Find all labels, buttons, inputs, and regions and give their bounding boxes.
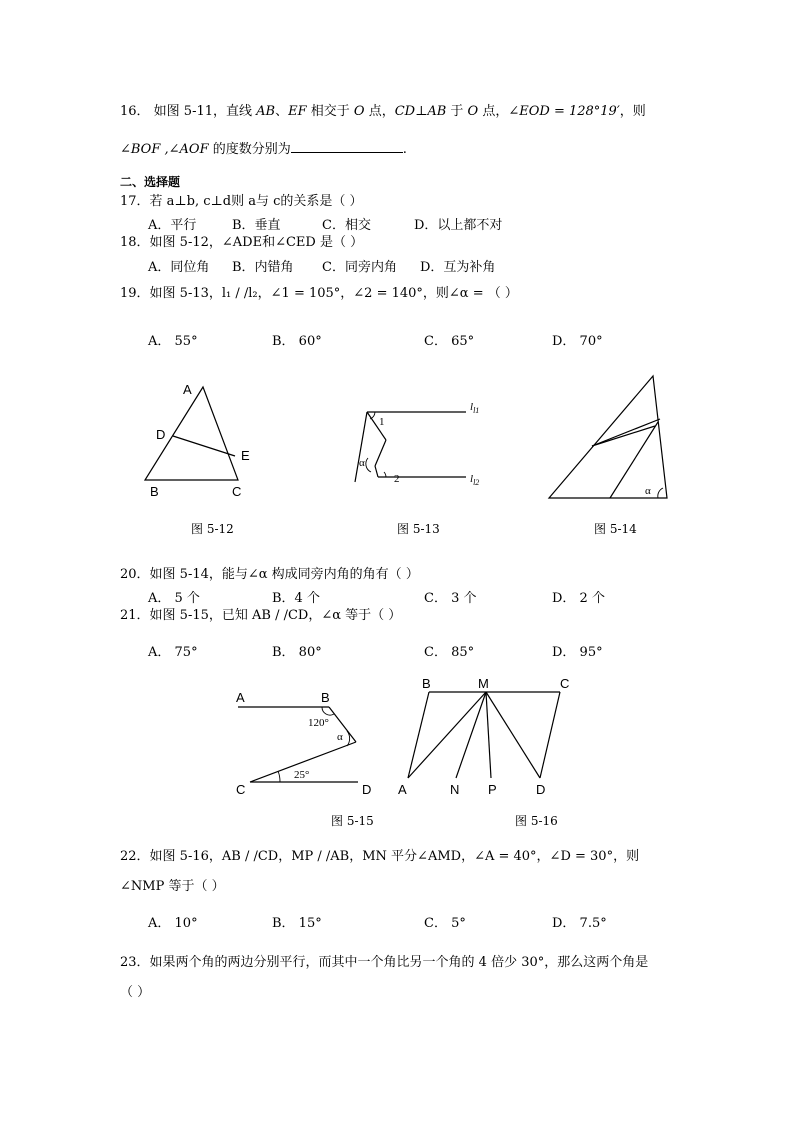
label-b: B [422, 676, 431, 691]
label-angle-alpha: α [359, 457, 365, 469]
angle-25-arc [278, 771, 280, 782]
q18-option-c[interactable]: C．同旁内角 [322, 260, 397, 275]
q20-option-d[interactable]: D． 2 个 [552, 591, 605, 606]
q22-option-b[interactable]: B． 15° [272, 916, 322, 931]
q17-option-a[interactable]: A．平行 [148, 218, 197, 233]
segment-mn [456, 692, 486, 778]
inner-line-3 [610, 422, 658, 498]
figure-5-16 [392, 672, 582, 804]
q21-stem: 21．如图 5-15，已知 AB / /CD，∠α 等于（ ） [120, 608, 402, 623]
caption-5-13: 图 5-13 [397, 522, 440, 536]
label-angle-2: 2 [394, 473, 400, 485]
label-angle-1: 1 [379, 416, 385, 428]
label-l1-sub: l1 [473, 406, 480, 415]
caption-5-16: 图 5-16 [515, 814, 558, 828]
q19-option-b[interactable]: B． 60° [272, 334, 322, 349]
label-b: B [321, 690, 330, 705]
segment-ma [408, 692, 486, 778]
label-n: N [450, 782, 460, 797]
segment-ba [408, 692, 429, 778]
q18-option-b[interactable]: B．内错角 [232, 260, 294, 275]
q21-option-a[interactable]: A． 75° [148, 645, 198, 660]
angle-alpha-arc [366, 458, 371, 472]
label-d: D [536, 782, 546, 797]
segment-md [486, 692, 540, 778]
figure-5-15 [230, 686, 380, 798]
q18-option-a[interactable]: A．同位角 [148, 260, 210, 275]
label-d: D [156, 427, 166, 442]
q18-option-d[interactable]: D．互为补角 [420, 260, 496, 275]
bend-segment-foot [375, 466, 378, 477]
q16-line2: ∠BOF ,∠AOF 的度数分别为 . [120, 142, 407, 157]
q22-option-c[interactable]: C． 5° [424, 916, 466, 931]
figure-5-14 [545, 372, 673, 504]
q17-option-d[interactable]: D．以上都不对 [414, 218, 503, 233]
label-l2-sub: l2 [473, 478, 480, 487]
caption-5-14: 图 5-14 [594, 522, 637, 536]
label-l2: $l_{l2}$ [470, 473, 480, 487]
q21-option-b[interactable]: B． 80° [272, 645, 322, 660]
triangle [549, 376, 667, 498]
q22-stem: 22．如图 5-16，AB / /CD，MP / /AB，MN 平分∠AMD，∠A = 40°，∠D = 30°，则 [120, 849, 640, 864]
angle-alpha-arc [658, 488, 663, 498]
q20-option-a[interactable]: A． 5 个 [148, 591, 200, 606]
label-l1: $l_{l1}$ [470, 401, 480, 415]
label-e: E [241, 448, 250, 463]
q23-stem-line2: （ ） [120, 985, 151, 1000]
q22-stem-line2: ∠NMP 等于（ ） [120, 879, 225, 894]
label-a: A [236, 690, 245, 705]
q20-stem: 20．如图 5-14，能与∠α 构成同旁内角的角有（ ） [120, 567, 419, 582]
label-a: A [183, 382, 192, 397]
label-b: B [150, 484, 159, 499]
q18-stem: 18．如图 5-12，∠ADE和∠CED 是（ ） [120, 235, 364, 250]
q17-stem: 17．若 a⊥b, c⊥d则 a与 c的关系是（ ） [120, 194, 363, 209]
caption-5-15: 图 5-15 [331, 814, 374, 828]
label-alpha: α [337, 731, 343, 743]
label-c: C [232, 484, 242, 499]
q20-option-c[interactable]: C． 3 个 [424, 591, 477, 606]
label-120: 120° [308, 717, 329, 729]
q21-option-d[interactable]: D． 95° [552, 645, 603, 660]
caption-5-12: 图 5-12 [191, 522, 234, 536]
q17-option-c[interactable]: C．相交 [322, 218, 371, 233]
segment-cd [540, 692, 560, 778]
q16-line1: 16． 如图 5-11，直线 AB、EF 相交于 O 点，CD⊥AB 于 O 点，∠EOD = 128°19′，则 [120, 104, 646, 119]
label-d: D [362, 782, 372, 797]
figure-5-13 [348, 392, 498, 492]
label-m: M [478, 676, 489, 691]
answer-blank[interactable] [291, 140, 403, 153]
q17-option-b[interactable]: B．垂直 [232, 218, 281, 233]
label-alpha: α [645, 485, 651, 497]
segment-mp [486, 692, 491, 778]
q19-option-c[interactable]: C． 65° [424, 334, 475, 349]
label-a: A [398, 782, 407, 797]
label-c: C [560, 676, 570, 691]
angle-2-arc [384, 472, 386, 477]
q22-option-a[interactable]: A． 10° [148, 916, 198, 931]
q20-option-b[interactable]: B．4 个 [272, 591, 320, 606]
inner-line-2 [592, 419, 660, 446]
label-c: C [236, 782, 246, 797]
section-heading: 二、选择题 [120, 175, 181, 189]
q19-stem: 19．如图 5-13，l₁ / /l₂，∠1 = 105°，∠2 = 140°，则∠α = （ ） [120, 286, 518, 301]
q23-stem: 23．如果两个角的两边分别平行，而其中一个角比另一个角的 4 倍少 30°，那么这两个角是 [120, 955, 649, 970]
q19-option-a[interactable]: A． 55° [148, 334, 198, 349]
q22-option-d[interactable]: D． 7.5° [552, 916, 607, 931]
q19-option-d[interactable]: D． 70° [552, 334, 603, 349]
figure-5-12 [140, 378, 260, 503]
label-p: P [488, 782, 497, 797]
bend-segment-lower [375, 440, 386, 466]
bend-segment-upper [355, 412, 367, 482]
q21-option-c[interactable]: C． 85° [424, 645, 475, 660]
label-25: 25° [294, 769, 310, 781]
